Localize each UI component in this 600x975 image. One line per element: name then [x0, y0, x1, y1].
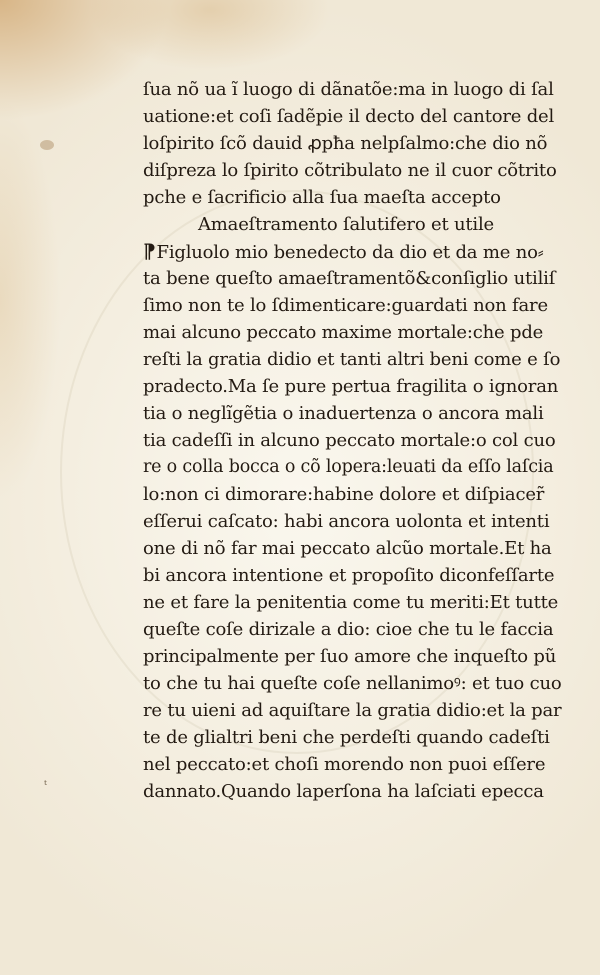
text-line: queſte coſe dirizale a dio: cioe che tu le faccia — [143, 619, 554, 640]
text-line — [143, 238, 563, 265]
ink-stain — [40, 140, 54, 150]
text-line: principalmente per ſuo amore che inqueſto pũ — [143, 646, 557, 667]
text-line: tia cadeſſi in alcuno peccato mortale:o col cuo — [143, 430, 556, 451]
text-line: one di nõ far mai peccato alcũo mortale.Et ha — [143, 538, 552, 559]
text-line: uatione:et coſi ſadẽpie il decto del cantore del — [143, 106, 555, 127]
text-line: ſua nõ ua ĩ luogo di dãnatõe:ma in luogo di ſal — [143, 79, 554, 100]
text-line: mai alcuno peccato maxime mortale:che pde — [143, 322, 544, 343]
text-line: lo:non ci dimorare:habine dolore et diſpiacer̃ — [143, 484, 545, 505]
text-line: ne et fare la penitentia come tu meriti:Et tutte — [143, 592, 559, 613]
text-line: diſpreza lo ſpirito cõtribulato ne il cuor cõtrito — [143, 160, 557, 181]
text-line: re o colla bocca o cõ lopera:leuati da eſſo laſcia — [143, 457, 554, 477]
text-line: reſti la gratia didio et tanti altri beni come e ſo — [143, 349, 561, 370]
text-line: to che tu hai queſte coſe nellanimoꝰ: et tuo cuo — [143, 673, 562, 694]
text-line: dannato.Quando laperſona ha laſciati epecca — [143, 781, 544, 802]
text-line-content: Figluolo mio benedecto da dio et da me no⸗ — [156, 242, 544, 263]
text-line: ta bene queſto amaeſtramentõ&conſiglio utiliſ — [143, 268, 556, 289]
text-line: ſimo non te lo ſdimenticare:guardati non fare — [143, 295, 548, 316]
text-line: tia o neglĩgẽtia o inaduertenza o ancora mali — [143, 403, 544, 424]
text-block — [143, 76, 563, 805]
text-line: bi ancora intentione et propoſito diconfeſſarte — [143, 565, 555, 586]
text-line: eſſerui caſcato: habi ancora uolonta et intenti — [143, 511, 550, 532]
paragraph-mark-icon: ⁋ — [143, 239, 156, 263]
text-line: loſpirito ſcõ dauid ꝓpħa nelpſalmo:che dio nõ — [143, 133, 548, 154]
text-line: nel peccato:et choſi morendo non puoi eſſere — [143, 754, 546, 775]
text-line: pche e ſacrificio alla ſua maeſta accepto — [143, 187, 501, 208]
text-line: re tu uieni ad aquiſtare la gratia didio:et la par — [143, 700, 562, 721]
section-heading: Amaeſtramento ſalutifero et utile — [198, 214, 494, 235]
margin-mark: ᵗ — [44, 778, 47, 792]
text-line: pradecto.Ma ſe pure pertua fragilita o ignoran — [143, 376, 559, 397]
text-line: te de glialtri beni che perdeſti quando cadeſti — [143, 727, 550, 748]
